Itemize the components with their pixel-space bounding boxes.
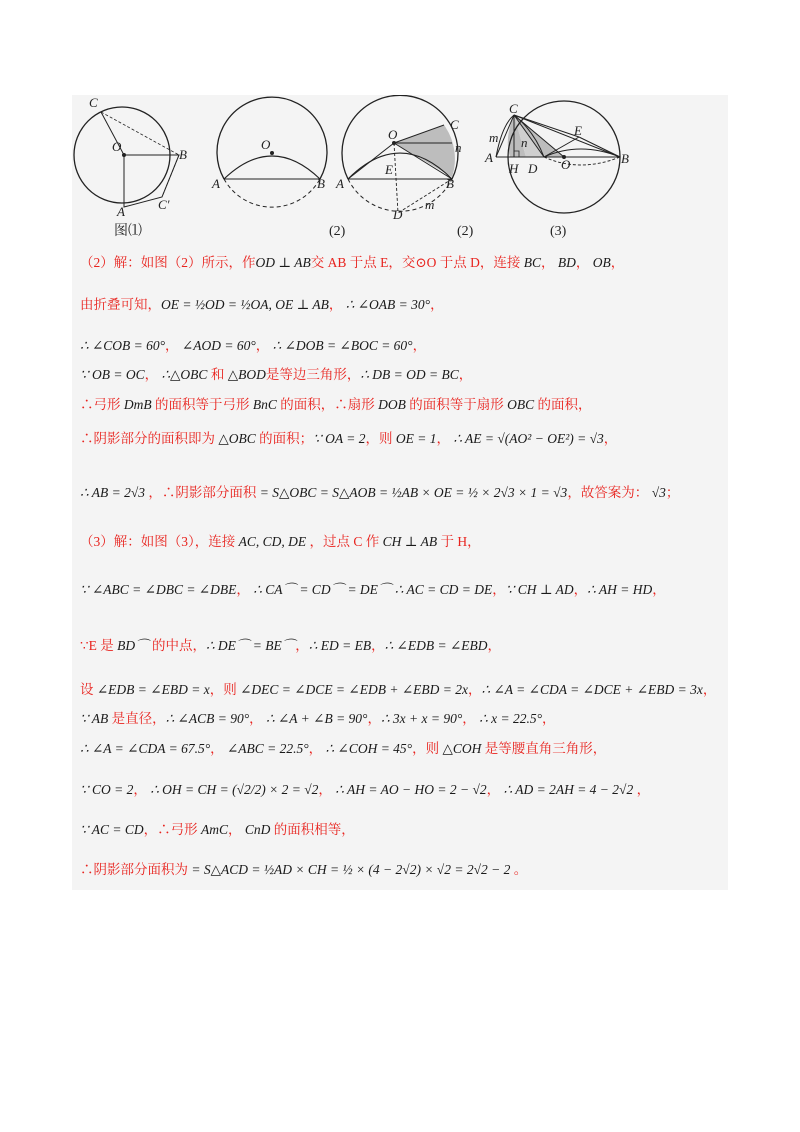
- math-expression: ∴ x = 22.5°: [479, 711, 543, 726]
- math-expression: ∴△OBC: [161, 367, 208, 382]
- math-expression: ∴ OH = CH = (√2/2) × 2 = √2: [150, 782, 319, 797]
- fig3-label-d: D: [393, 207, 403, 222]
- math-expression: ∴ ∠COH = 45°: [325, 741, 413, 756]
- math-expression: = S△ACD = ½AD × CH = ½ × (4 − 2√2) × √2 = 2√2 − 2: [191, 862, 511, 877]
- solution-line: [80, 295, 720, 315]
- fig3-label-o: O: [388, 127, 398, 142]
- solution-text-segment: ∵E 是: [80, 638, 118, 653]
- math-expression: ∵ CO = 2: [80, 782, 134, 797]
- math-expression: ∵ AC = CD: [80, 822, 144, 837]
- solution-text-segment: ，: [227, 822, 245, 837]
- math-expression: CnD: [244, 822, 271, 837]
- fig4-caption: (3): [550, 224, 567, 239]
- math-expression: ∠DEC = ∠DCE = ∠EDB + ∠EBD = 2x: [240, 682, 468, 697]
- math-expression: ∴ ∠A + ∠B = 90°: [266, 711, 368, 726]
- solution-text-segment: ，: [492, 582, 506, 597]
- solution-text-segment: ，: [541, 255, 558, 270]
- solution-line: [80, 429, 720, 449]
- math-expression: ∵ CH ⊥ AD: [505, 582, 574, 597]
- solution-text-segment: 交 AB 于点 E，交⊙O 于点 D，连接: [310, 255, 524, 270]
- solution-line: [80, 253, 720, 273]
- solution-line: [80, 336, 720, 356]
- fig4-label-c: C: [509, 101, 518, 116]
- fig4-label-e: E: [574, 123, 582, 138]
- solution-text-segment: 的面积等于弓形: [151, 397, 253, 412]
- solution-line: [80, 680, 720, 700]
- solution-line: [80, 820, 720, 840]
- math-expression: ∠AOD = 60°: [181, 338, 256, 353]
- geometry-figures: [72, 95, 728, 245]
- math-expression: ∴ ∠DOB = ∠BOC = 60°: [272, 338, 413, 353]
- solution-text-segment: 由折叠可知，: [80, 297, 161, 312]
- math-expression: ∴ DE⌒ = BE⌒: [205, 638, 296, 653]
- solution-text-segment: ，则: [412, 741, 443, 756]
- solution-text-segment: 的面积相等，: [270, 822, 355, 837]
- solution-text-segment: ，: [367, 711, 381, 726]
- fig2-caption: (2): [329, 224, 346, 239]
- fig1-label-c: C: [89, 95, 98, 110]
- solution-text-segment: ，: [487, 638, 502, 653]
- math-expression: ∵ OB = OC: [80, 367, 145, 382]
- solution-text-segment: ，: [603, 431, 618, 446]
- solution-text-segment: ∴阴影部分的面积即为: [80, 431, 219, 446]
- math-expression: ∴ ∠ACB = 90°: [165, 711, 250, 726]
- math-expression: ∴ ∠A = ∠CDA = 67.5°: [80, 741, 211, 756]
- solution-text-segment: ∴弓形: [80, 397, 124, 412]
- solution-text-segment: ，: [430, 297, 444, 312]
- solution-text-segment: ，: [328, 297, 346, 312]
- math-expression: √3: [651, 485, 666, 500]
- solution-text-segment: ，: [633, 782, 651, 797]
- solution-text-segment: 于 H，: [437, 534, 481, 549]
- math-expression: ∴ AH = HD: [587, 582, 653, 597]
- figure-1: [74, 95, 187, 239]
- solution-text-segment: ∴阴影部分面积为: [80, 862, 192, 877]
- solution-text-segment: ，则: [209, 682, 241, 697]
- solution-text-segment: ，: [458, 367, 473, 382]
- solution-text-segment: ，: [318, 782, 336, 797]
- math-expression: ∴ DB = OD = BC: [360, 367, 459, 382]
- fig1-label-b: B: [179, 147, 187, 162]
- math-expression: OE = ½OD = ½OA, OE ⊥ AB: [161, 297, 329, 312]
- solution-text-segment: 是等腰直角三角形，: [481, 741, 607, 756]
- solution-line: [80, 739, 720, 759]
- solution-text-segment: 设: [80, 682, 97, 697]
- math-expression: ∴ AD = 2AH = 4 − 2√2: [503, 782, 634, 797]
- solution-text-segment: ，: [308, 741, 326, 756]
- fig3-label-e: E: [385, 162, 393, 177]
- math-expression: ∵ OA = 2: [313, 431, 366, 446]
- fig2-label-a: A: [212, 176, 220, 191]
- math-expression: AmC: [200, 822, 228, 837]
- math-expression: △OBC: [218, 431, 256, 446]
- fig1-label-a: A: [117, 204, 125, 219]
- solution-text-segment: ，故答案为：: [567, 485, 652, 500]
- solution-text-segment: ，: [652, 582, 666, 597]
- fig2-label-o: O: [261, 137, 271, 152]
- solution-text-segment: ，: [144, 367, 162, 382]
- solution-text-segment: ，: [702, 682, 717, 697]
- fig3-label-a: A: [336, 176, 344, 191]
- figure-3: [335, 95, 474, 239]
- math-expression: ∵ AB: [80, 711, 109, 726]
- solution-line: [80, 709, 720, 729]
- math-expression: △BOD: [227, 367, 266, 382]
- fig1-label-c-prime: C′: [158, 197, 170, 212]
- fig1-label-o: O: [112, 139, 122, 154]
- solution-line: [80, 860, 720, 880]
- solution-text-segment: ，: [436, 431, 454, 446]
- math-expression: ∴ ∠OAB = 30°: [345, 297, 431, 312]
- solution-text-segment: ，: [210, 741, 227, 756]
- fig3-label-b: B: [446, 176, 454, 191]
- solution-text-segment: ，: [165, 338, 182, 353]
- math-expression: ∴ AB = 2√3: [80, 485, 145, 500]
- math-expression: DOB: [378, 397, 406, 412]
- solution-text-segment: 是等边三角形，: [265, 367, 361, 382]
- solution-text-segment: ，: [249, 711, 266, 726]
- fig4-label-a: A: [485, 150, 493, 165]
- solution-text-segment: ，过点 C 作: [306, 534, 383, 549]
- math-expression: OB: [592, 255, 611, 270]
- solution-text-segment: 的面积，: [534, 397, 592, 412]
- figure-2: [211, 97, 346, 239]
- math-expression: ∴ ∠EDB = ∠EBD: [384, 638, 488, 653]
- math-expression: OE = 1: [395, 431, 437, 446]
- math-expression: CH ⊥ AB: [382, 534, 438, 549]
- math-expression: OBC: [507, 397, 535, 412]
- math-expression: ∴ AH = AO − HO = 2 − √2: [335, 782, 487, 797]
- math-expression: ∴ ED = EB: [308, 638, 372, 653]
- solution-text-segment: 的中点，: [148, 638, 206, 653]
- solution-panel: [72, 95, 728, 890]
- fig3-label-m: m: [425, 197, 435, 212]
- math-expression: OD ⊥ AB: [255, 255, 311, 270]
- solution-text-segment: ，∴阴影部分面积: [144, 485, 260, 500]
- fig2-label-b: B: [317, 176, 325, 191]
- solution-text-segment: ；: [665, 485, 680, 500]
- math-expression: ∠EDB = ∠EBD = x: [96, 682, 210, 697]
- solution-text-segment: ，: [610, 255, 625, 270]
- solution-line: [80, 365, 720, 385]
- fig4-label-h: H: [509, 161, 519, 176]
- solution-text-segment: ，: [295, 638, 309, 653]
- fig4-label-d: D: [528, 161, 538, 176]
- math-expression: BD⌒: [117, 638, 149, 653]
- figure-4: [484, 101, 629, 239]
- solution-text-segment: ，: [133, 782, 151, 797]
- solution-text-segment: 。: [510, 862, 528, 877]
- fig3-label-c: C: [450, 117, 459, 132]
- fig1-caption: 图⑴: [114, 224, 142, 239]
- math-expression: ∴ AE = √(AO² − OE²) = √3: [453, 431, 604, 446]
- solution-text-segment: （2）解：如图（2）所示，作: [80, 255, 256, 270]
- solution-text-segment: ，则: [365, 431, 396, 446]
- solution-text-segment: 和: [207, 367, 228, 382]
- math-expression: ∠ABC = 22.5°: [226, 741, 309, 756]
- solution-line: [80, 395, 720, 415]
- fig4-label-b: B: [621, 151, 629, 166]
- math-expression: ∴ CA⌒ = CD⌒ = DE⌒: [253, 582, 392, 597]
- math-expression: ∴ ∠COB = 60°: [80, 338, 166, 353]
- solution-line: [80, 636, 720, 656]
- solution-text-segment: ，: [486, 782, 504, 797]
- math-expression: △COH: [442, 741, 482, 756]
- solution-text-segment: ，: [573, 582, 588, 597]
- math-expression: BC: [523, 255, 542, 270]
- solution-text-segment: 的面积；: [255, 431, 314, 446]
- solution-line: [80, 483, 720, 503]
- math-expression: ∴ AC = CD = DE: [394, 582, 493, 597]
- fig3-label-n: n: [455, 140, 462, 155]
- fig4-label-m: m: [489, 130, 499, 145]
- solution-text-segment: 的面积等于扇形: [405, 397, 508, 412]
- fig4-label-n: n: [521, 135, 528, 150]
- solution-text-segment: ，: [236, 582, 254, 597]
- math-expression: BnC: [252, 397, 277, 412]
- math-expression: ∴ 3x + x = 90°: [380, 711, 463, 726]
- solution-text-segment: （3）解：如图（3），连接: [80, 534, 239, 549]
- solution-line: [80, 580, 720, 600]
- solution-text-segment: ，: [575, 255, 593, 270]
- solution-text-segment: 的面积，∴扇形: [276, 397, 379, 412]
- math-expression: BD: [557, 255, 576, 270]
- solution-text-segment: 是直径，: [108, 711, 166, 726]
- solution-text-segment: ，: [468, 682, 482, 697]
- math-expression: = S△OBC = S△AOB = ½AB × OE = ½ × 2√3 × 1 = √3: [259, 485, 568, 500]
- solution-text-segment: ，: [542, 711, 556, 726]
- math-expression: DmB: [123, 397, 152, 412]
- math-expression: ∴ ∠A = ∠CDA = ∠DCE + ∠EBD = 3x: [481, 682, 703, 697]
- math-expression: AC, CD, DE: [238, 534, 307, 549]
- math-expression: ∵ ∠ABC = ∠DBC = ∠DBE: [80, 582, 237, 597]
- solution-text-segment: ，: [412, 338, 427, 353]
- fig4-label-o: O: [561, 157, 571, 172]
- solution-text-segment: ，: [462, 711, 480, 726]
- fig3-caption: (2): [457, 224, 474, 239]
- solution-text-segment: ，: [371, 638, 385, 653]
- solution-text-segment: ，∴弓形: [143, 822, 201, 837]
- solution-text-segment: ，: [255, 338, 273, 353]
- solution-line: [80, 532, 720, 552]
- solution-line: [80, 780, 720, 800]
